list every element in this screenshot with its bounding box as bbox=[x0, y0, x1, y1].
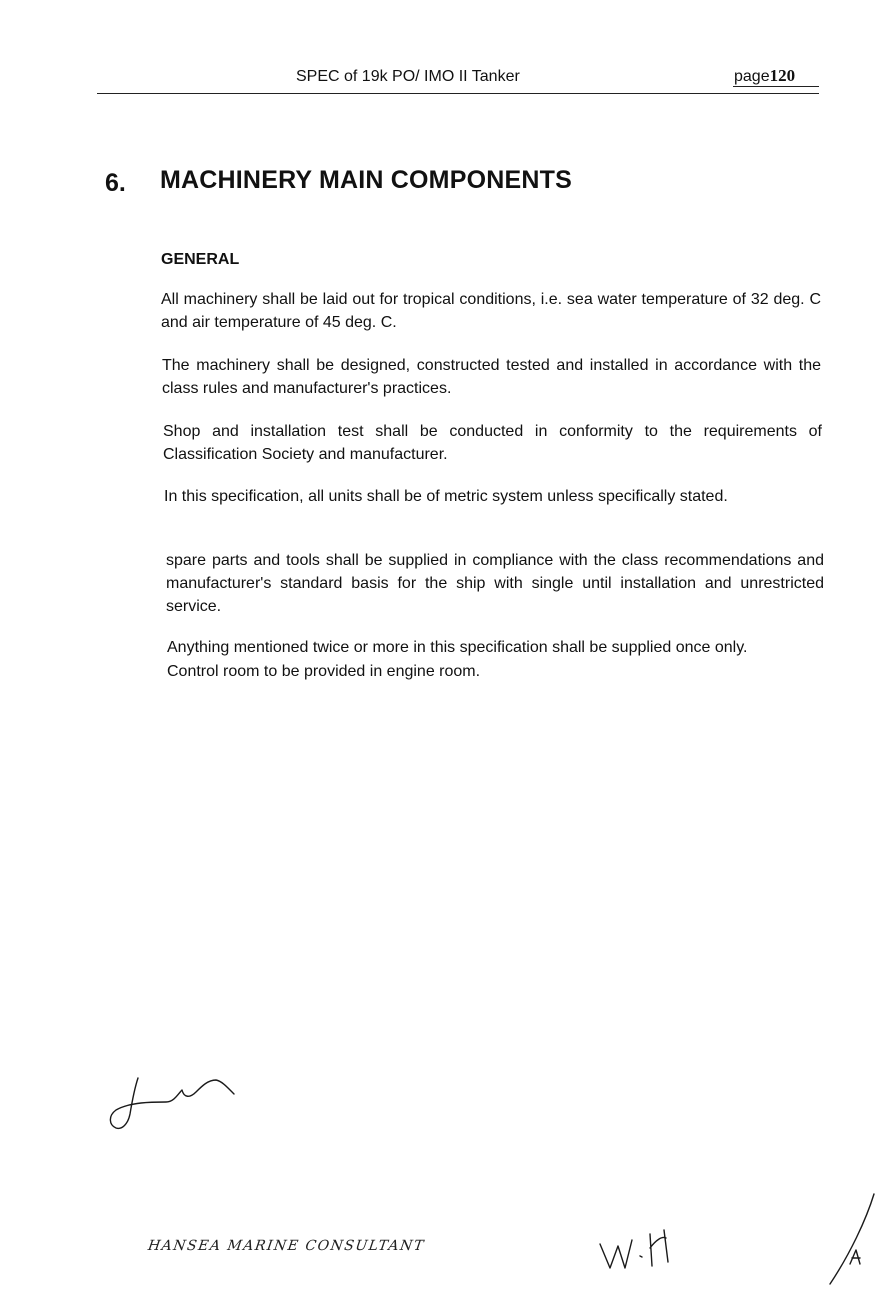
paragraph-tropical-conditions: All machinery shall be laid out for tropical conditions, i.e. sea water temperature of 32 deg. C and air temperature of 45 deg. C. bbox=[161, 291, 821, 331]
page-number: 120 bbox=[769, 66, 796, 85]
section-number: 6. bbox=[105, 169, 126, 197]
subheading-general: GENERAL bbox=[161, 251, 240, 268]
header-divider bbox=[97, 93, 819, 94]
section-title: MACHINERY MAIN COMPONENTS bbox=[160, 166, 572, 194]
paragraph-design-class-rules: The machinery shall be designed, constructed tested and installed in accordance with the class rules and manufacturer's practices. bbox=[162, 357, 821, 397]
header-page-label bbox=[734, 66, 795, 86]
paragraph-spare-parts: spare parts and tools shall be supplied in compliance with the class recommendations and manufacturer's standard basis for the ship with single until installation and unrestricted service. bbox=[166, 552, 824, 615]
paragraph-supplied-once: Anything mentioned twice or more in this specification shall be supplied once only. bbox=[167, 639, 748, 656]
paragraph-metric-system: In this specification, all units shall be of metric system unless specifically stated. bbox=[164, 488, 728, 505]
page-label: page bbox=[734, 68, 770, 85]
corner-pen-mark bbox=[820, 1190, 880, 1290]
header-title: SPEC of 19k PO/ IMO II Tanker bbox=[296, 68, 520, 85]
handwritten-signature bbox=[104, 1072, 244, 1134]
paragraph-control-room: Control room to be provided in engine room. bbox=[167, 663, 481, 680]
page-number-underline bbox=[733, 86, 819, 87]
paragraph-shop-test: Shop and installation test shall be conducted in conformity to the requirements of Classification Society and manufacturer. bbox=[163, 423, 822, 463]
handwritten-initials bbox=[598, 1226, 678, 1278]
footer-company-stamp: HANSEA MARINE CONSULTANT bbox=[146, 1238, 426, 1254]
